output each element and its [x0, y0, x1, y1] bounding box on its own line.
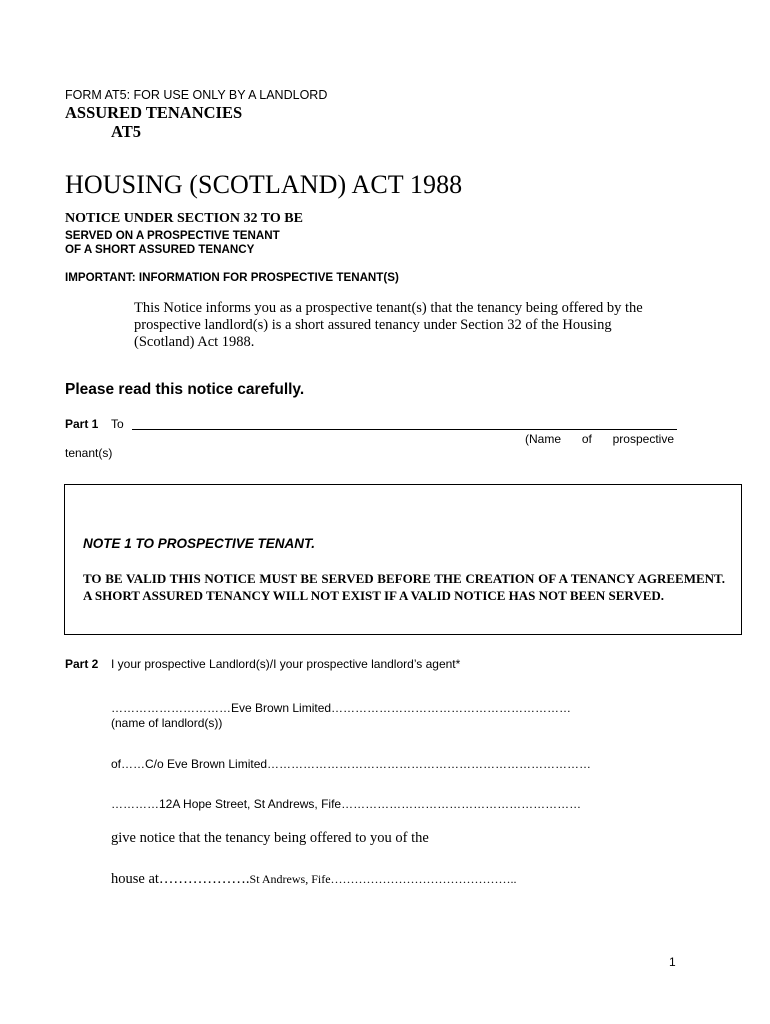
- page-number: 1: [669, 955, 676, 969]
- act-title: HOUSING (SCOTLAND) ACT 1988: [65, 170, 463, 199]
- caption-word: prospective: [612, 432, 674, 446]
- info-paragraph: This Notice informs you as a prospective tenant(s) that the tenancy being offered by the prospective landlord(s) is a short assured tenancy under Section 32 of the Housing (Scotland) Act 1988.: [134, 300, 643, 350]
- part2-label: Part 2: [65, 657, 99, 671]
- note-box: [64, 484, 742, 635]
- form-code: AT5: [111, 122, 141, 141]
- give-notice-text: give notice that the tenancy being offered to you of the: [111, 830, 429, 846]
- caption-word: (Name: [525, 432, 562, 446]
- landlord-address-field[interactable]: …………12A Hope Street, St Andrews, Fife……………………………………………………: [111, 797, 582, 811]
- part2-declaration: I your prospective Landlord(s)/I your prospective landlord’s agent*: [111, 657, 461, 671]
- note-title: NOTE 1 TO PROSPECTIVE TENANT.: [83, 536, 316, 551]
- landlord-of-field[interactable]: of……C/o Eve Brown Limited………………………………………………………………………: [111, 757, 592, 771]
- notice-heading-line2: SERVED ON A PROSPECTIVE TENANT: [65, 229, 280, 242]
- please-read-heading: Please read this notice carefully.: [65, 381, 305, 398]
- part1-to-label: To: [111, 417, 124, 431]
- house-address-field[interactable]: St Andrews, Fife………………………………………..: [249, 872, 517, 886]
- house-address-line: [111, 871, 517, 888]
- tenant-name-caption: [525, 432, 674, 446]
- notice-heading-line3: OF A SHORT ASSURED TENANCY: [65, 243, 255, 256]
- important-heading: IMPORTANT: INFORMATION FOR PROSPECTIVE TENANT(S): [65, 271, 399, 284]
- form-type-line: FORM AT5: FOR USE ONLY BY A LANDLORD: [65, 88, 328, 102]
- tenant-name-caption-cont: tenant(s): [65, 446, 113, 460]
- caption-word: of: [581, 432, 592, 446]
- landlord-name-field[interactable]: …………………………Eve Brown Limited……………………………………………………: [111, 701, 572, 715]
- part1-label: Part 1: [65, 417, 99, 431]
- note-text: TO BE VALID THIS NOTICE MUST BE SERVED BEFORE THE CREATION OF A TENANCY AGREEMENT. A SHORT ASSURED TENANCY WILL NOT EXIST IF A VALID NOTICE HAS NOT BEEN SERVED.: [83, 571, 725, 603]
- landlord-name-caption: (name of landlord(s)): [111, 716, 223, 730]
- assured-tenancies-heading: ASSURED TENANCIES: [65, 103, 243, 122]
- tenant-name-field[interactable]: [132, 429, 677, 430]
- house-prefix: house at……………….: [111, 871, 250, 887]
- notice-heading-line1: NOTICE UNDER SECTION 32 TO BE: [65, 211, 303, 226]
